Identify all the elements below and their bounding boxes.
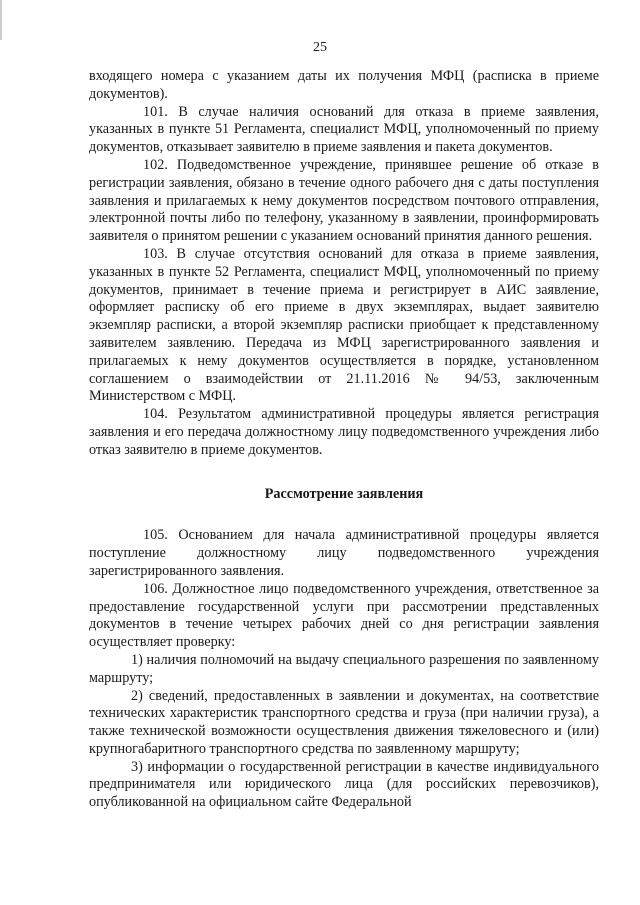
paragraph: 102. Подведомственное учреждение, принявшее решение об отказе в регистрации заявления, обязано в течение одного рабочего дня с даты поступления заявления и прилагаемых к нему документов посредством почтового отправления, электронной почты либо по телефону, указанному в заявлении, проинформировать заявителя о принятом решении с указанием оснований принятия данного решения. bbox=[89, 156, 599, 245]
section-heading: Рассмотрение заявления bbox=[264, 485, 424, 502]
scan-edge-mark bbox=[0, 0, 2, 40]
paragraph: входящего номера с указанием даты их получения МФЦ (расписка в приеме документов). bbox=[89, 68, 599, 102]
paragraphs-after-heading bbox=[89, 527, 599, 812]
page-number: 25 bbox=[313, 40, 327, 55]
list-item: 3) информации о государственной регистрации в качестве индивидуального предпринимателя или юридического лица (для российских перевозчиков), опубликованной на официальном сайте Федеральной bbox=[89, 758, 599, 811]
paragraph: 104. Результатом административной процедуры является регистрация заявления и его передача должностному лицу подведомственного учреждения либо отказ заявителю в приеме документов. bbox=[89, 406, 599, 458]
list-item: 1) наличия полномочий на выдачу специального разрешения по заявленному маршруту; bbox=[89, 651, 599, 686]
paragraph: 106. Должностное лицо подведомственного учреждения, ответственное за предоставление государственной услуги при рассмотрении представленных документов в течение четырех рабочих дней со дня регистрации заявления осуществляет проверку: bbox=[89, 580, 599, 651]
paragraph: 105. Основанием для начала административной процедуры является поступление должностному лицу подведомственного учреждения зарегистрированного заявления. bbox=[89, 527, 599, 579]
list-item: 2) сведений, предоставленных в заявлении и документах, на соответствие технических характеристик транспортного средства и груза (при наличии груза), а также технической возможности осуществления движения тяжеловесного и (или) крупногабаритного транспортного средства по заявленному маршруту; bbox=[89, 687, 599, 757]
paragraph: 103. В случае отсутствия оснований для отказа в приеме заявления, указанных в пункте 52 Регламента, специалист МФЦ, уполномоченный по приему документов, принимает в течение приема и регистрирует в АИС заявление, оформляет расписку об его приеме в двух экземплярах, выдает заявителю экземпляр расписки, а второй экземпляр расписки приобщает к представленному заявителем заявлению. Передача из МФЦ зарегистрированного заявления и прилагаемых к нему документов осуществляется в порядке, установленном соглашением о взаимодействии от 21.11.2016 № 94/53, заключенным Министерством с МФЦ. bbox=[89, 245, 599, 405]
document-body bbox=[89, 68, 599, 812]
paragraph: 101. В случае наличия оснований для отказа в приеме заявления, указанных в пункте 51 Регламента, специалист МФЦ, уполномоченный по приему документов, отказывает заявителю в приеме заявления и пакета документов. bbox=[89, 103, 599, 156]
paragraphs-before-heading bbox=[89, 68, 599, 460]
